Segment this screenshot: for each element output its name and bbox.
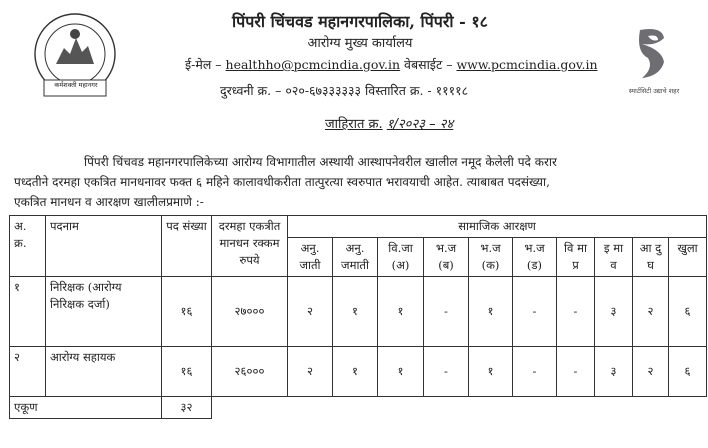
res-col-header: भ.ज (ड) [513, 238, 557, 277]
website-link[interactable]: www.pcmcindia.gov.in [456, 57, 598, 72]
header-post: पदनाम [46, 216, 162, 277]
row-res: - [424, 277, 469, 347]
row-pay: २७००० [212, 277, 288, 347]
office-name: आरोग्य मुख्य कार्यालय [307, 36, 413, 51]
notice-number-value: १/२०२३ – २४ [386, 117, 454, 132]
row-post: निरिक्षक (आरोग्य निरिक्षक दर्जा) [46, 277, 162, 347]
email-label: ई-मेल – [185, 57, 222, 72]
row-res: २ [288, 277, 333, 347]
recruitment-table [9, 215, 707, 419]
pcmc-seal-logo [26, 8, 124, 106]
res-col-header: आ दु घ [633, 238, 669, 277]
row-count: १६ [162, 277, 212, 347]
res-col-header: भ.ज (ब) [424, 238, 469, 277]
row-res: १ [469, 347, 513, 397]
intro-line-2: पध्दतीने दरमहा एकत्रित मानधनावर फक्त ६ महिने कालावधीकरीता तात्पुरत्या स्वरुपात भरावयाची आहेत. त्याबाबत पदसंख्या, [14, 175, 550, 189]
row-res: २ [633, 347, 669, 397]
notice-number [325, 114, 453, 132]
contact-line [185, 56, 598, 73]
row-res: ३ [595, 347, 633, 397]
res-col-header: अनु. जमाती [333, 238, 378, 277]
total-row-blank [212, 397, 707, 419]
intro-line-1: पिंपरी चिंचवड महानगरपालिकेच्या आरोग्य विभागातील अस्थायी आस्थापनेवरील खालील नमूद केलेली पदे करार [84, 155, 557, 169]
emblem-caption: स्मार्टसिटी उद्याचे शहर [628, 87, 680, 95]
row-res: ६ [669, 277, 707, 347]
row-res: - [424, 347, 469, 397]
total-count: ३२ [162, 397, 212, 419]
header-pay: दरमहा एकत्रीत मानधन रक्कम रुपये [212, 216, 288, 277]
total-row [10, 397, 707, 419]
seal-banner-text: कर्मशक्ती महानगर [54, 81, 98, 89]
row-res: ३ [595, 277, 633, 347]
row-sr: २ [10, 347, 46, 397]
row-sr: १ [10, 277, 46, 347]
row-res: २ [288, 347, 333, 397]
res-col-header: खुला [669, 238, 707, 277]
phone-line: दुरध्वनी क्र. – ०२०-६७३३३३३३ विस्तारित क्र. - ११११८ [220, 83, 469, 98]
row-res: ६ [669, 347, 707, 397]
row-res: १ [333, 347, 378, 397]
org-name: पिंपरी चिंचवड महानगरपालिका, पिंपरी - १८ [232, 12, 488, 31]
res-col-header: भ.ज (क) [469, 238, 513, 277]
header-count: पद संख्या [162, 216, 212, 277]
res-col-header: वि मा प्र [557, 238, 595, 277]
total-label: एकूण [10, 397, 162, 419]
header-social-reservation: सामाजिक आरक्षण [288, 216, 707, 238]
row-res: - [513, 347, 557, 397]
row-pay: २६००० [212, 347, 288, 397]
table-row [10, 277, 707, 347]
row-res: १ [333, 277, 378, 347]
row-res: १ [378, 277, 424, 347]
res-col-header: अनु. जाती [288, 238, 333, 277]
row-count: १६ [162, 347, 212, 397]
row-res: - [557, 347, 595, 397]
notice-label: जाहिरात क्र. [325, 117, 383, 132]
row-res: १ [378, 347, 424, 397]
table-row [10, 347, 707, 397]
email-link[interactable]: healthho@pcmcindia.gov.in [225, 57, 401, 72]
header-row-1 [10, 216, 707, 238]
row-res: - [513, 277, 557, 347]
row-res: - [557, 277, 595, 347]
res-col-header: इ मा व [595, 238, 633, 277]
row-res: २ [633, 277, 669, 347]
res-col-header: वि.जा (अ) [378, 238, 424, 277]
intro-line-3: एकत्रित मानधन व आरक्षण खालीलप्रमाणे :- [14, 195, 204, 209]
website-label: वेबसाईट – [404, 57, 453, 72]
row-res: १ [469, 277, 513, 347]
header-sr: अ. क्र. [10, 216, 46, 277]
row-post: आरोग्य सहायक [46, 347, 162, 397]
